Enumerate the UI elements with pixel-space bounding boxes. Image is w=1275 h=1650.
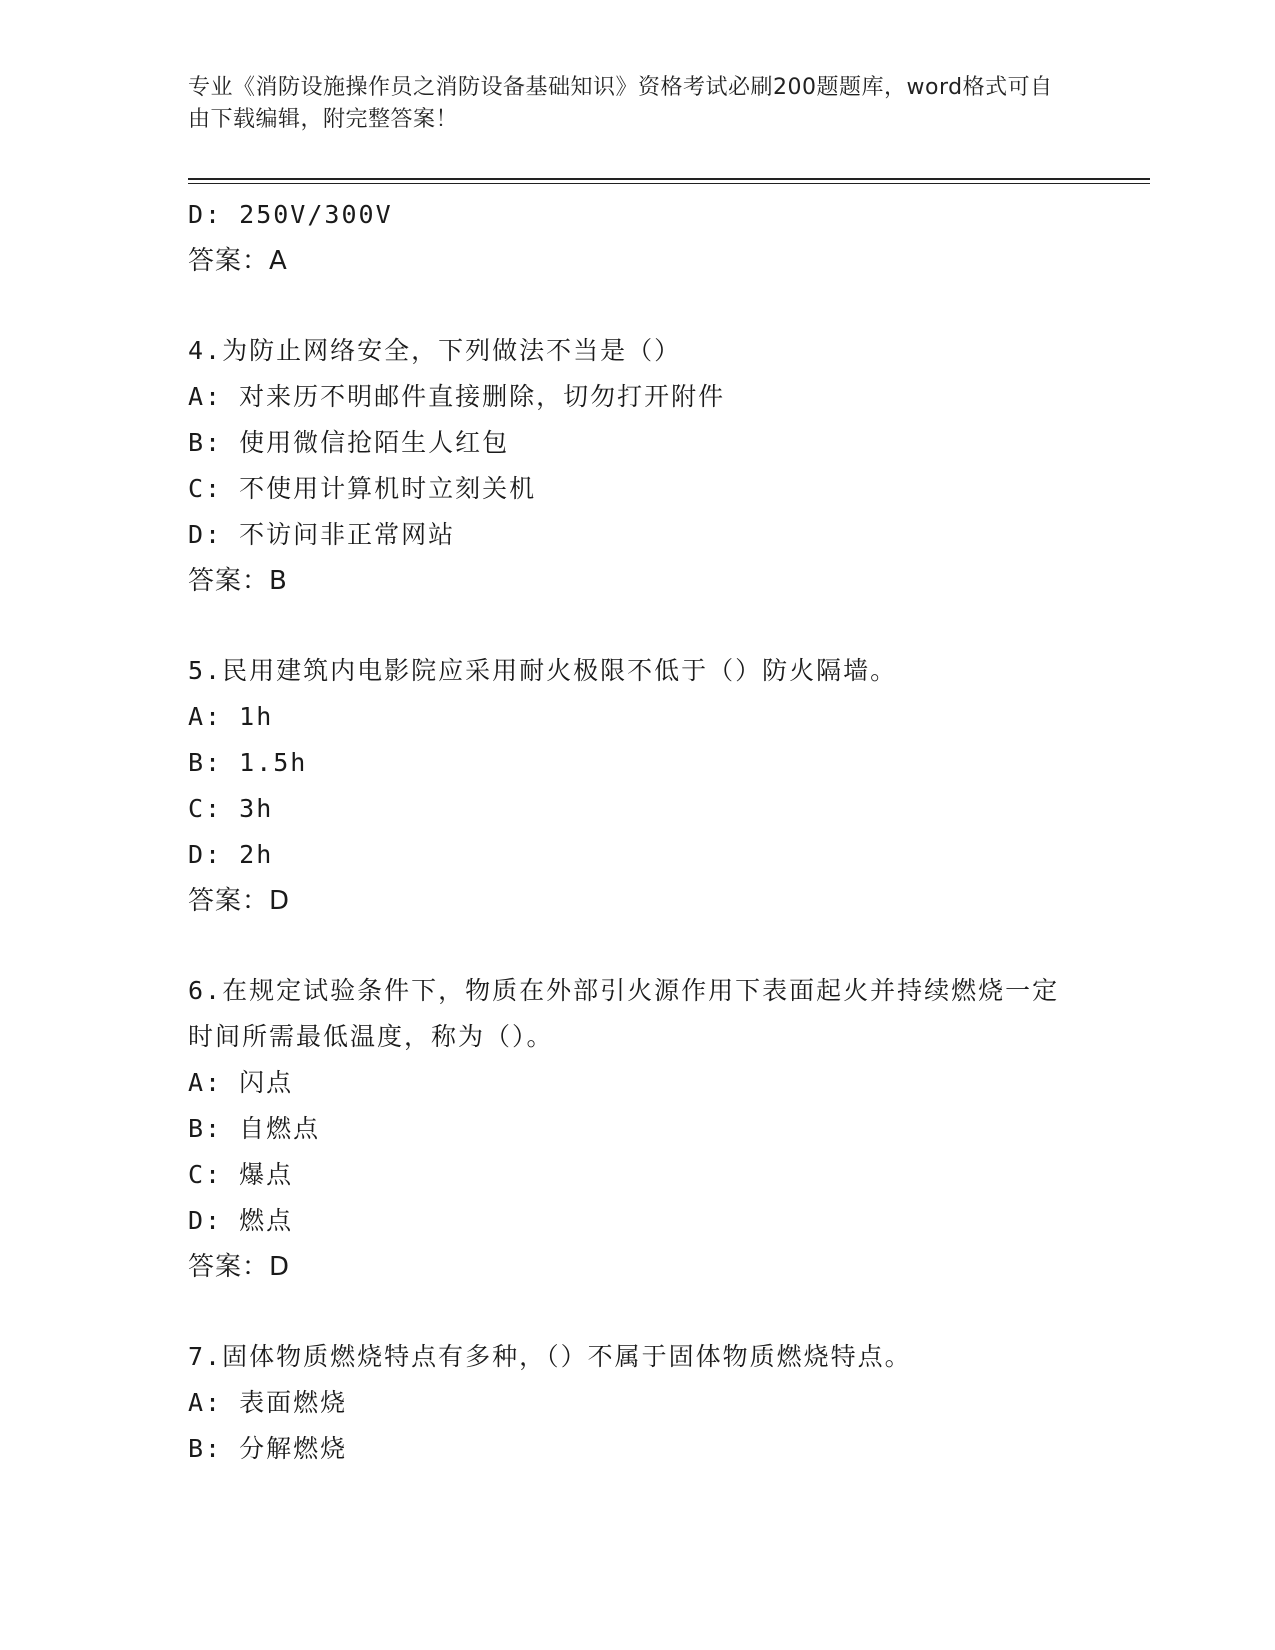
answer: 答案：A <box>188 246 288 276</box>
option-b: B: 分解燃烧 <box>188 1434 348 1463</box>
document-header: 专业《消防设施操作员之消防设备基础知识》资格考试必刷200题题库，word格式可自由下载编辑，附完整答案！ <box>188 75 1053 132</box>
answer: 答案：D <box>188 886 291 916</box>
question-7 <box>188 1334 1148 1472</box>
option-b: B: 使用微信抢陌生人红包 <box>188 428 510 457</box>
answer: 答案：B <box>188 566 288 596</box>
header-rule-thick <box>188 178 1150 180</box>
option-d: D: 燃点 <box>188 1206 294 1235</box>
option-c: C: 3h <box>188 794 274 823</box>
option-c: C: 不使用计算机时立刻关机 <box>188 474 537 503</box>
option-a: A: 闪点 <box>188 1068 294 1097</box>
question-6 <box>188 968 1148 1290</box>
option-c: C: 爆点 <box>188 1160 294 1189</box>
question-text: 6.在规定试验条件下，物质在外部引火源作用下表面起火并持续燃烧一定时间所需最低温度，称为（）。 <box>188 976 1060 1051</box>
option-d: D: 不访问非正常网站 <box>188 520 456 549</box>
option-d: D: 2h <box>188 840 274 869</box>
header-rule-thin <box>188 183 1150 184</box>
option-a: A: 1h <box>188 702 274 731</box>
option-a: A: 表面燃烧 <box>188 1388 348 1417</box>
question-list <box>188 192 1148 1472</box>
question-5 <box>188 648 1148 924</box>
question-text: 7.固体物质燃烧特点有多种，（）不属于固体物质燃烧特点。 <box>188 1342 912 1371</box>
answer: 答案：D <box>188 1252 291 1282</box>
option-d: D: 250V/300V <box>188 200 393 229</box>
question-3-tail <box>188 192 1148 284</box>
option-b: B: 1.5h <box>188 748 308 777</box>
question-text: 5.民用建筑内电影院应采用耐火极限不低于（）防火隔墙。 <box>188 656 898 685</box>
question-text: 4.为防止网络安全，下列做法不当是（） <box>188 336 682 365</box>
question-4 <box>188 328 1148 604</box>
option-a: A: 对来历不明邮件直接删除，切勿打开附件 <box>188 382 726 411</box>
option-b: B: 自燃点 <box>188 1114 321 1143</box>
